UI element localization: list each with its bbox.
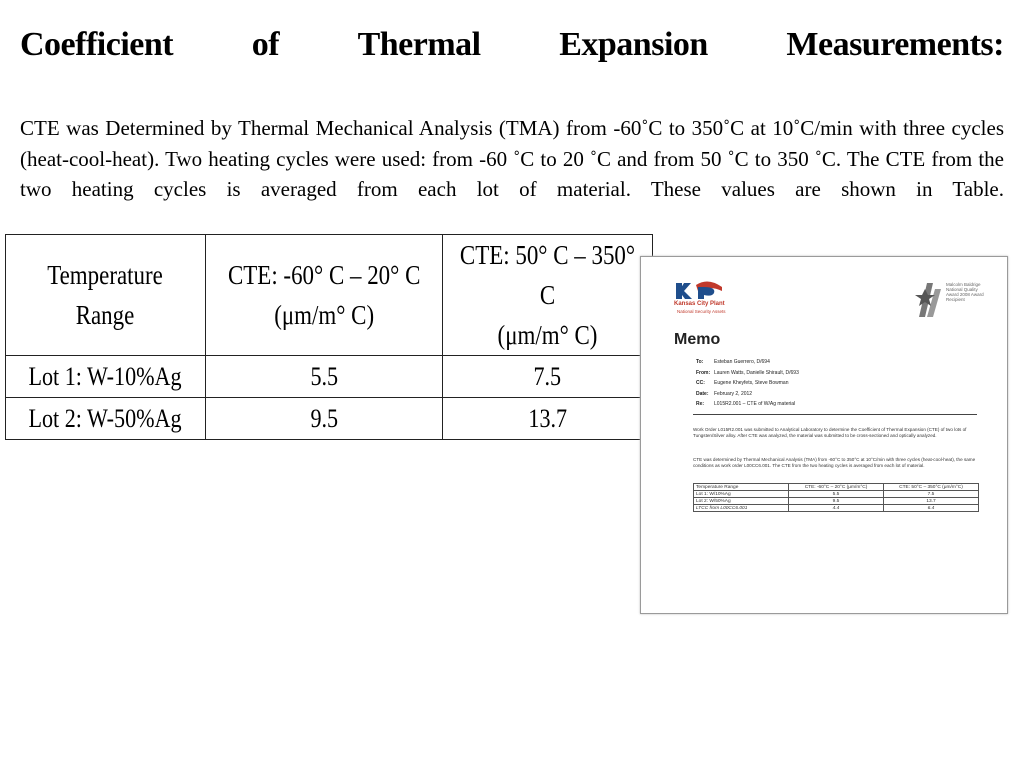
memo-table-header: Temperature Range CTE: -60°C – 20°C (μm/m°C) CTE: 50°C – 350°C (μm/m°C) xyxy=(694,484,979,491)
memo-table-row: Lot 1: W/10%Ag 5.5 7.5 xyxy=(694,491,979,498)
cte-value: 9.5 xyxy=(206,398,443,440)
kcp-logo-name: Kansas City Plant xyxy=(674,301,725,307)
table-header-row xyxy=(6,235,653,356)
header-cte-low: CTE: -60° C – 20° C (μm/m° C) xyxy=(206,235,443,356)
cte-value: 5.5 xyxy=(206,356,443,398)
body-paragraph: CTE was Determined by Thermal Mechanical Analysis (TMA) from -60˚C to 350˚C at 10˚C/min with three cycles (heat-cool-heat). Two heating cycles were used: from -60 ˚C to 20 ˚C and from 50 ˚C to 350 ˚C. The CTE from the two heating cycles is averaged from each lot of material. These values are shown in Table. xyxy=(20,116,1004,201)
table-row xyxy=(6,356,653,398)
memo-field: To: Esteban Guerrero, D/694 xyxy=(696,359,770,365)
memo-header-fields xyxy=(696,357,799,410)
row-label: Lot 1: W-10%Ag xyxy=(6,356,206,398)
memo-table-row: LTCC from L00CC6.001 4.4 6.4 xyxy=(694,505,979,512)
title-word: Coefficient xyxy=(20,26,174,63)
title-word: Thermal xyxy=(357,26,481,63)
memo-field: Date: February 2, 2012 xyxy=(696,390,753,397)
cte-value: 13.7 xyxy=(443,398,653,440)
memo-field: From: Lauren Watts, Danielle Shirault, D/693 xyxy=(696,369,799,376)
kcp-logo-subtitle: National Security Assets xyxy=(677,309,726,314)
title-word: Measurements: xyxy=(786,26,1004,63)
memo-divider xyxy=(693,414,977,415)
memo-paragraph: CTE was determined by Thermal Mechanical Analysis (TMA) from -60°C to 350°C at 10°C/min with three cycles (heat-cool-heat), the same conditions as work order L00CC6.001. The CTE from the two heating cycles is averaged from each lot of material. xyxy=(693,457,976,468)
memo-thumbnail xyxy=(640,256,1008,614)
cte-table xyxy=(5,234,653,440)
memo-field: CC: Eugene Kheyfets, Steve Bowman xyxy=(696,380,789,386)
cte-value: 7.5 xyxy=(443,356,653,398)
memo-table-row: Lot 2: W/50%Ag 9.5 13.7 xyxy=(694,498,979,505)
title-word: of xyxy=(251,26,280,63)
slide-title xyxy=(20,26,1004,64)
award-text: Malcolm Baldrige National Quality Award 2008 Award Recipient xyxy=(946,282,984,302)
table-row xyxy=(6,398,653,440)
title-word: Expansion xyxy=(559,26,708,63)
memo-heading: Memo xyxy=(674,331,721,348)
memo-field: Re: L015R2.001 – CTE of W/Ag material xyxy=(696,401,796,407)
memo-table xyxy=(693,483,979,512)
memo-paragraph: Work Order L015R2.001 was submitted to Analytical Laboratory to determine the Coefficient of Thermal Expansion (CTE) of two lots of Tungsten/Silver alloy. After CTE was analyzed, the material was submitted to be cross-sectioned and optically analyzed. xyxy=(693,427,967,438)
row-label: Lot 2: W-50%Ag xyxy=(6,398,206,440)
header-cte-high: CTE: 50° C – 350° C (μm/m° C) xyxy=(443,235,653,356)
header-temperature-range: Temperature Range xyxy=(6,235,206,356)
